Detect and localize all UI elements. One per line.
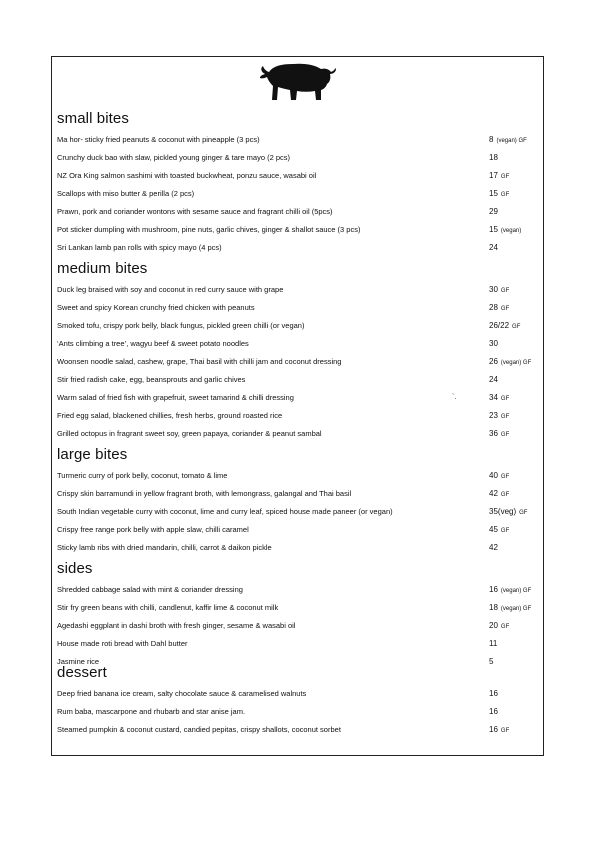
menu-item (57, 188, 537, 200)
price-value: 40 (489, 471, 498, 480)
item-price (489, 134, 527, 147)
item-price (489, 302, 509, 315)
price-value: 42 (489, 489, 498, 498)
dietary-tag: GF (500, 474, 510, 480)
item-price (489, 602, 531, 615)
menu-item (57, 428, 537, 440)
item-description: Crispy free range pork belly with apple slaw, chilli caramel (57, 525, 249, 534)
dietary-tag: GF (500, 396, 510, 402)
menu-item (57, 374, 537, 386)
price-value: 15 (489, 189, 498, 198)
stray-mark: `. (452, 394, 457, 401)
price-value: 24 (489, 375, 498, 384)
item-price (489, 170, 509, 183)
item-price (489, 488, 509, 501)
menu-item (57, 338, 537, 350)
item-description: ‘Ants climbing a tree’, wagyu beef & sweet potato noodles (57, 339, 249, 348)
menu-item (57, 656, 537, 668)
price-value: 17 (489, 171, 498, 180)
price-value: 20 (489, 621, 498, 630)
item-description: Sri Lankan lamb pan rolls with spicy mayo (4 pcs) (57, 243, 222, 252)
dietary-tag: GF (519, 510, 528, 516)
price-value: 8 (489, 135, 494, 144)
item-description: Crispy skin barramundi in yellow fragrant broth, with lemongrass, galangal and Thai basil (57, 489, 352, 498)
dietary-tag: GF (500, 306, 510, 312)
item-price (489, 706, 498, 718)
item-price (489, 356, 531, 369)
price-value: 28 (489, 303, 498, 312)
menu-item (57, 602, 537, 614)
item-price (489, 392, 509, 405)
dietary-tag: GF (500, 414, 510, 420)
item-description: House made roti bread with Dahl butter (57, 639, 188, 648)
dietary-tag: GF (512, 324, 521, 330)
menu-item (57, 524, 537, 536)
dietary-tag: GF (500, 288, 510, 294)
item-description: Prawn, pork and coriander wontons with sesame sauce and fragrant chilli oil (5pcs) (57, 207, 333, 216)
dietary-tag: GF (500, 192, 510, 198)
item-description: Sticky lamb ribs with dried mandarin, chilli, carrot & daikon pickle (57, 543, 272, 552)
price-value: 16 (489, 689, 498, 698)
item-description: Woonsen noodle salad, cashew, grape, Thai basil with chilli jam and coconut dressing (57, 357, 342, 366)
menu-item (57, 584, 537, 596)
item-price (489, 620, 509, 633)
pig-icon (259, 60, 337, 104)
item-price (489, 638, 497, 650)
menu-item (57, 688, 537, 700)
menu-item (57, 506, 537, 518)
item-description: Rum baba, mascarpone and rhubarb and star anise jam. (57, 707, 246, 716)
price-value: 34 (489, 393, 498, 402)
item-description: Shredded cabbage salad with mint & coriander dressing (57, 585, 243, 594)
price-value: 23 (489, 411, 498, 420)
item-description: Steamed pumpkin & coconut custard, candied pepitas, crispy shallots, coconut sorbet (57, 725, 341, 734)
dietary-tag: GF (500, 624, 510, 630)
item-price (489, 584, 531, 597)
menu-item (57, 242, 537, 254)
section-title: dessert (57, 664, 107, 681)
dietary-tag: GF (500, 174, 510, 180)
price-value: 42 (489, 543, 498, 552)
section-title: small bites (57, 110, 129, 127)
item-description: Sweet and spicy Korean crunchy fried chicken with peanuts (57, 303, 255, 312)
section-title: large bites (57, 446, 128, 463)
item-price (489, 410, 509, 423)
item-price (489, 506, 527, 519)
dietary-tag: GF (500, 492, 510, 498)
price-value: 26 (489, 357, 498, 366)
menu-item (57, 356, 537, 368)
menu-item (57, 134, 537, 146)
item-price (489, 242, 498, 254)
item-description: Stir fried radish cake, egg, beansprouts and garlic chives (57, 375, 246, 384)
item-price (489, 206, 498, 218)
menu-item (57, 152, 537, 164)
item-price (489, 152, 498, 164)
item-description: Turmeric curry of pork belly, coconut, tomato & lime (57, 471, 228, 480)
price-value: 24 (489, 243, 498, 252)
item-price (489, 224, 521, 237)
item-price (489, 542, 498, 554)
item-description: Agedashi eggplant in dashi broth with fresh ginger, sesame & wasabi oil (57, 621, 296, 630)
menu-item (57, 392, 537, 404)
item-price (489, 338, 498, 350)
item-description: Pot sticker dumpling with mushroom, pine nuts, garlic chives, ginger & shallot sauce (3 pcs) (57, 225, 361, 234)
price-value: 15 (489, 225, 498, 234)
menu-item (57, 284, 537, 296)
item-description: Crunchy duck bao with slaw, pickled young ginger & tare mayo (2 pcs) (57, 153, 291, 162)
item-description: Jasmine rice (57, 657, 100, 666)
menu-item (57, 470, 537, 482)
item-price (489, 188, 509, 201)
price-value: 11 (489, 639, 498, 648)
item-description: Duck leg braised with soy and coconut in red curry sauce with grape (57, 285, 284, 294)
dietary-tag: GF (500, 728, 510, 734)
menu-item (57, 302, 537, 314)
menu-item (57, 320, 537, 332)
price-value: 5 (489, 657, 494, 666)
menu-item (57, 706, 537, 718)
section-title: sides (57, 560, 93, 577)
price-value: 16 (489, 585, 498, 594)
dietary-tag: (vegan) GF (500, 606, 532, 612)
item-description: Stir fry green beans with chilli, candlenut, kaffir lime & coconut milk (57, 603, 279, 612)
item-description: Grilled octopus in fragrant sweet soy, green papaya, coriander & peanut sambal (57, 429, 322, 438)
dietary-tag: GF (500, 528, 510, 534)
dietary-tag: (vegan) GF (500, 588, 532, 594)
item-description: Warm salad of fried fish with grapefruit, sweet tamarind & chilli dressing (57, 393, 294, 402)
price-value: 30 (489, 285, 498, 294)
item-price (489, 320, 520, 333)
price-value: 16 (489, 725, 498, 734)
menu-item (57, 638, 537, 650)
menu-item (57, 410, 537, 422)
price-value: 26/22 (489, 321, 510, 330)
price-value: 18 (489, 603, 498, 612)
price-value: 30 (489, 339, 498, 348)
price-value: 29 (489, 207, 498, 216)
item-description: Smoked tofu, crispy pork belly, black fungus, pickled green chilli (or vegan) (57, 321, 305, 330)
item-description: Fried egg salad, blackened chillies, fresh herbs, ground roasted rice (57, 411, 283, 420)
item-description: South Indian vegetable curry with coconut, lime and curry leaf, spiced house made paneer (or vegan) (57, 507, 393, 516)
item-description: Scallops with miso butter & perilla (2 pcs) (57, 189, 195, 198)
item-description: Deep fried banana ice cream, salty chocolate sauce & caramelised walnuts (57, 689, 307, 698)
menu-item (57, 170, 537, 182)
price-value: 36 (489, 429, 498, 438)
item-price (489, 656, 493, 668)
menu-item (57, 620, 537, 632)
price-value: 18 (489, 153, 498, 162)
item-price (489, 524, 509, 537)
dietary-tag: (vegan) GF (496, 138, 527, 144)
price-value: 35(veg) (489, 507, 517, 516)
menu-item (57, 488, 537, 500)
item-price (489, 428, 509, 441)
section-title: medium bites (57, 260, 148, 277)
item-price (489, 688, 498, 700)
menu-item (57, 542, 537, 554)
item-price (489, 470, 509, 483)
item-price (489, 284, 509, 297)
menu-item (57, 724, 537, 736)
item-description: Ma hor- sticky fried peanuts & coconut with pineapple (3 pcs) (57, 135, 260, 144)
item-price (489, 374, 498, 386)
price-value: 45 (489, 525, 498, 534)
item-price (489, 724, 509, 737)
dietary-tag: (vegan) (500, 228, 522, 234)
menu-item (57, 206, 537, 218)
dietary-tag: GF (500, 432, 510, 438)
dietary-tag: (vegan) GF (500, 360, 532, 366)
price-value: 16 (489, 707, 498, 716)
item-description: NZ Ora King salmon sashimi with toasted buckwheat, ponzu sauce, wasabi oil (57, 171, 317, 180)
menu-item (57, 224, 537, 236)
